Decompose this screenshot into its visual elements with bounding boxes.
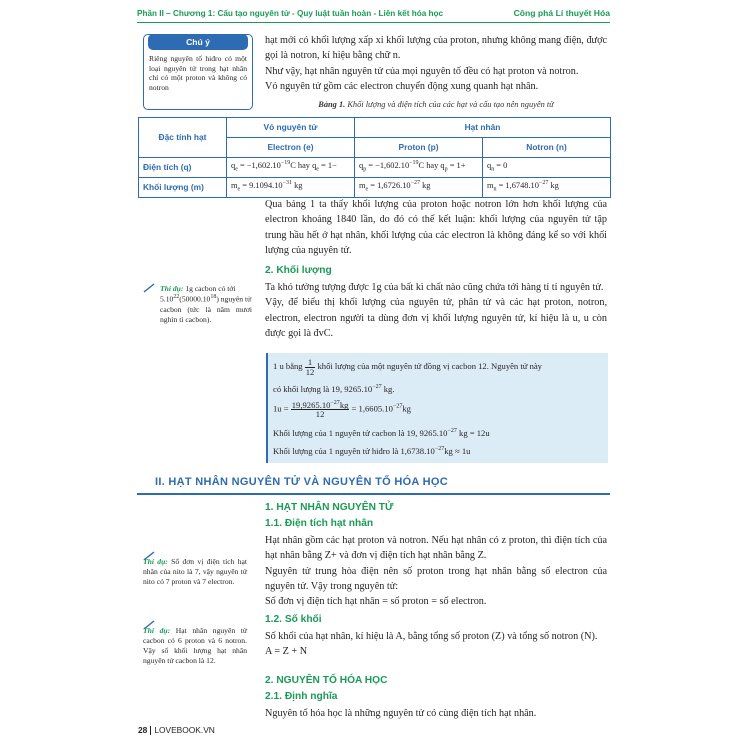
amu-formula-line: 1u = $\frac{19,9265.10^{-27}kg}{12}$ = $1,6605.10^{-27}kg$ <box>273 399 411 420</box>
intro-paragraph: hạt mới có khối lượng xấp xỉ khối lượng của proton, nhưng không mang điện, được gọi là notron, kí hiệu bằng chữ n. <box>265 35 607 62</box>
table-caption <box>265 100 607 111</box>
nuclear-charge-paragraph: Hạt nhân gồm các hạt proton và notron. Nếu hạt nhân có z proton, thì điện tích của hạt nhân bằng Z+ và đơn vị điện tích hạt nhân bằng Z. <box>265 535 607 562</box>
table-cell-proton-mass: $m_e = 1,6726.10^{-27}$ kg <box>355 178 483 198</box>
atomic-mass-unit-box <box>266 353 608 463</box>
page-footer <box>138 725 215 736</box>
table-cell-electron-charge: $q_e = -1,602.10^{-19}C$ hay $q_e = 1-$ <box>227 158 355 178</box>
heading-definition: 2.1. Định nghĩa <box>265 691 338 702</box>
nuclear-charge-text <box>265 533 607 609</box>
table-row-label-charge: Điện tích (q) <box>139 158 227 178</box>
footer-site: LOVEBOOK.VN <box>154 725 215 735</box>
mass-number-text <box>265 629 607 660</box>
note-title: Chú ý <box>148 34 248 50</box>
after-table-paragraph: Qua bảng 1 ta thấy khối lượng của proton hoặc notron lớn hơn khối lượng của electron khoảng 1840 lần, do đó có thể kết luận: khối lượng của nguyên tử tập trung hầu hết ở hạt nhân, khối lượng của các electron là không đáng kể so với khối lượng của nguyên tử. <box>265 199 607 256</box>
nuclear-charge-paragraph: Nguyên tử trung hòa điện nên số proton trong hạt nhân bằng số electron của nguyên tử. Vậy trong nguyên tử: <box>265 565 607 592</box>
pen-icon <box>143 283 157 293</box>
mass-paragraph: Vậy, để biểu thị khối lượng của nguyên tử, phân tử và các hạt proton, notron, electron, electron người ta dùng đơn vị khối lượng nguyên tử, kí hiệu là u, u còn được gọi là đvC. <box>265 297 607 339</box>
mass-number-formula: A = Z + N <box>265 646 308 658</box>
table-caption-label: Bảng 1. <box>318 100 346 109</box>
example-label: Thí dụ: <box>160 284 184 293</box>
table-cell-neutron-mass: $m_n = 1,6748.10^{-27}$ kg <box>483 178 611 198</box>
section-heading <box>137 473 610 495</box>
table-header-neutron: Notron (n) <box>483 138 611 158</box>
carbon-mass-line: có khối lượng là 19, $9265.10^{-27}$ kg. <box>273 384 395 394</box>
table-cell-neutron-charge: $q_n = 0$ <box>483 158 611 178</box>
intro-paragraph: Vỏ nguyên tử gồm các electron chuyển động xung quanh hạt nhân. <box>265 80 539 92</box>
mass-number-paragraph: Số khối của hạt nhân, kí hiệu là A, bằng tổng số proton (Z) và tổng số notron (N). <box>265 631 598 642</box>
table-cell-proton-charge: $q_p = -1,602.10^{-19}C$ hay $q_p = 1+$ <box>355 158 483 178</box>
heading-chemical-element: 2. NGUYÊN TỐ HÓA HỌC <box>265 675 388 686</box>
table-header-shell: Vỏ nguyên tử <box>227 118 355 138</box>
carbon-atom-mass-line: Khối lượng của 1 nguyên tử cacbon là 19, $9265.10^{-27}$ kg = 12u <box>273 428 490 438</box>
heading-nuclear-charge: 1.1. Điện tích hạt nhân <box>265 518 374 529</box>
example-carbon-atoms: Thí dụ: 1g cacbon có tới 5.10$^{22}$(50000.10$^{18}$) nguyên tử cacbon (tức là năm mươi nghìn tỉ cacbon). <box>160 284 252 324</box>
table-header-characteristic: Đặc tính hạt <box>139 118 227 158</box>
table-row-label-mass: Khối lượng (m) <box>139 178 227 198</box>
heading-mass-number: 1.2. Số khối <box>265 614 322 625</box>
header-rule <box>137 22 610 23</box>
page-number: 28 <box>138 725 148 735</box>
mass-paragraph: Ta khó tưởng tượng được 1g của bất kì chất nào cũng chứa tới hàng tỉ tỉ nguyên tử. <box>265 282 604 293</box>
note-body: Riêng nguyên tố hiđro có một loại nguyên tử trong hạt nhân chỉ có một proton và không có notron <box>149 54 247 93</box>
example-nitrogen: Thí dụ: Số đơn vị điện tích hạt nhân của nito là 7, vậy nguyên tử nito có 7 proton và 7 electron. <box>143 557 247 587</box>
table-header-nucleus: Hạt nhân <box>355 118 611 138</box>
mass-text <box>265 280 607 341</box>
header-book-title: Công phá Lí thuyết Hóa <box>513 8 610 18</box>
heading-mass: 2. Khối lượng <box>265 265 332 276</box>
header-chapter: Phần II – Chương 1: Cấu tạo nguyên tử - Quy luật tuần hoàn - Liên kết hóa học <box>137 9 444 18</box>
example-label: Thí dụ: <box>143 626 171 635</box>
amu-definition-line: 1 u bằng $\frac{1}{12}$ khối lượng của một nguyên tử đồng vị cacbon 12. Nguyên tử này <box>273 357 542 377</box>
nuclear-charge-rule: Số đơn vị điện tích hạt nhân = số proton = số electron. <box>265 596 487 608</box>
table-cell-electron-mass: $m_e = 9.1094.10^{-31}$ kg <box>227 178 355 198</box>
table-header-proton: Proton (p) <box>355 138 483 158</box>
note-box <box>143 34 253 110</box>
definition-paragraph: Nguyên tố hóa học là những nguyên tử có cùng điện tích hạt nhân. <box>265 708 537 719</box>
intro-paragraph: Như vậy, hạt nhân nguyên tử của mọi nguyên tố đều có hạt proton và notron. <box>265 65 579 77</box>
table-row <box>139 178 611 198</box>
example-carbon-nucleus: Thí dụ: Hạt nhân nguyên tử cacbon có 6 proton và 6 notron. Vậy số khối lượng hạt nhân nguyên tử cacbon là 12. <box>143 626 247 666</box>
particle-table <box>138 117 611 198</box>
table-caption-text: Khối lượng và điện tích của các hạt và cấu tạo nên nguyên tử <box>345 100 554 109</box>
heading-nucleus: 1. HẠT NHÂN NGUYÊN TỬ <box>265 502 394 513</box>
example-label: Thí dụ: <box>143 557 168 566</box>
section-title: II. HẠT NHÂN NGUYÊN TỬ VÀ NGUYÊN TỐ HÓA HỌC <box>155 476 448 488</box>
running-header <box>0 8 748 26</box>
table-row <box>139 118 611 138</box>
table-header-electron: Electron (e) <box>227 138 355 158</box>
table-row <box>139 158 611 178</box>
hydrogen-atom-mass-line: Khối lượng của 1 nguyên tử hiđro là $1,6738.10^{-27}kg \approx 1u$ <box>273 446 471 456</box>
intro-text <box>265 33 607 94</box>
